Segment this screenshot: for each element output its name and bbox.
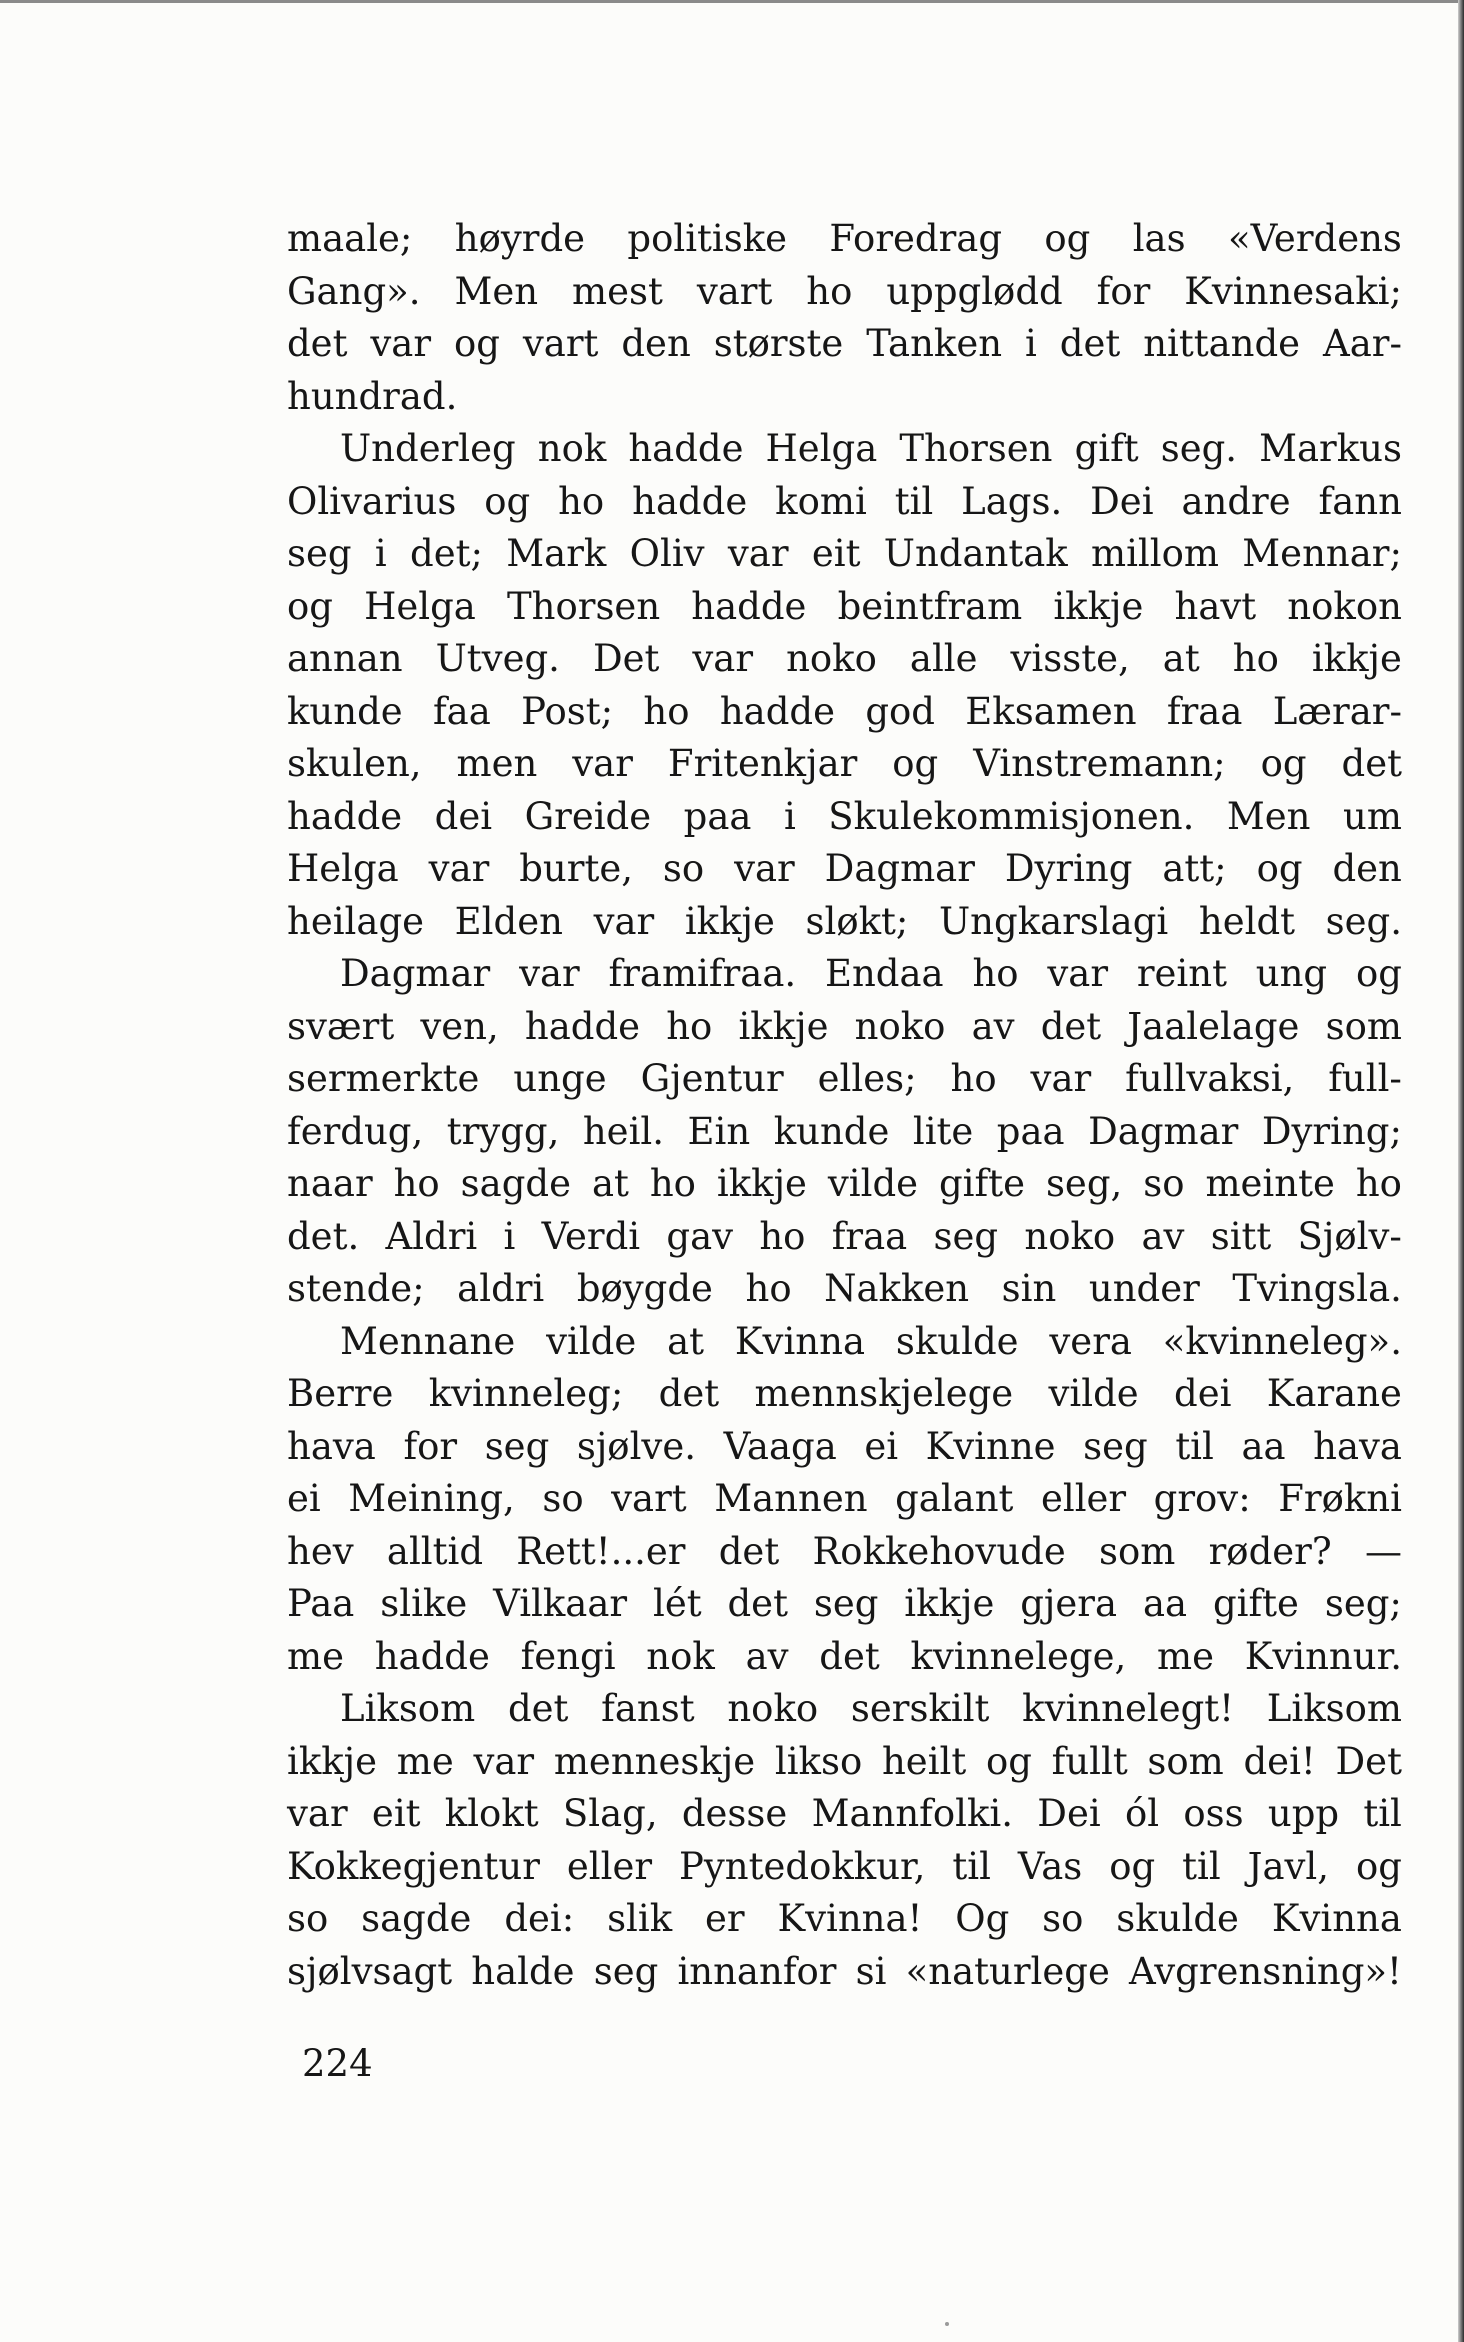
page-number: 224 bbox=[302, 2042, 373, 2085]
text-line: hundrad. bbox=[287, 374, 458, 418]
text-line: og Helga Thorsen hadde beintfram ikkje havt nokon bbox=[287, 584, 1402, 628]
text-line: naar ho sagde at ho ikkje vilde gifte seg, so meinte ho bbox=[287, 1162, 1402, 1205]
text-line: det. Aldri i Verdi gav ho fraa seg noko av sitt Sjølv- bbox=[287, 1214, 1402, 1258]
text-line: heilage Elden var ikkje sløkt; Ungkarslagi heldt seg. bbox=[287, 899, 1402, 943]
text-line: Mennane vilde at Kvinna skulde vera «kvinneleg». bbox=[340, 1319, 1402, 1363]
text-line: Underleg nok hadde Helga Thorsen gift seg. Markus bbox=[340, 427, 1402, 470]
page-right-edge bbox=[1458, 0, 1464, 2342]
text-line: ei Meining, so vart Mannen galant eller grov: Frøkni bbox=[287, 1477, 1402, 1520]
text-line: seg i det; Mark Oliv var eit Undantak millom Mennar; bbox=[287, 532, 1402, 575]
paper-speck bbox=[945, 2322, 949, 2326]
text-line: Olivarius og ho hadde komi til Lags. Dei andre fann bbox=[287, 479, 1402, 523]
text-line: annan Utveg. Det var noko alle visste, at ho ikkje bbox=[287, 637, 1402, 680]
text-line: svært ven, hadde ho ikkje noko av det Jaalelage som bbox=[287, 1004, 1402, 1048]
text-line: Kokkegjentur eller Pyntedokkur, til Vas og til Javl, og bbox=[287, 1844, 1402, 1888]
text-line: det var og vart den største Tanken i det nittande Aar- bbox=[287, 322, 1402, 365]
text-line: ikkje me var menneskje likso heilt og fullt som dei! Det bbox=[287, 1739, 1402, 1783]
text-line: stende; aldri bøygde ho Nakken sin under Tvingsla. bbox=[287, 1267, 1402, 1310]
text-line: kunde faa Post; ho hadde god Eksamen fraa Lærar- bbox=[287, 689, 1402, 733]
text-line: me hadde fengi nok av det kvinnelege, me Kvinnur. bbox=[287, 1634, 1402, 1678]
text-line: Paa slike Vilkaar lét det seg ikkje gjera aa gifte seg; bbox=[287, 1582, 1402, 1625]
text-line: so sagde dei: slik er Kvinna! Og so skulde Kvinna bbox=[287, 1897, 1402, 1940]
text-line: var eit klokt Slag, desse Mannfolki. Dei ól oss upp til bbox=[287, 1792, 1402, 1835]
text-line: hev alltid Rett!...er det Rokkehovude som røder? — bbox=[287, 1529, 1402, 1573]
page-top-edge bbox=[0, 0, 1464, 3]
text-line: sjølvsagt halde seg innanfor si «naturlege Avgrensning»! bbox=[287, 1949, 1402, 1993]
body-text bbox=[287, 213, 1402, 1998]
text-line: Gang». Men mest vart ho uppglødd for Kvinnesaki; bbox=[287, 269, 1402, 313]
text-line: Helga var burte, so var Dagmar Dyring att; og den bbox=[287, 847, 1402, 890]
text-line: hadde dei Greide paa i Skulekommisjonen. Men um bbox=[287, 794, 1402, 838]
text-line: sermerkte unge Gjentur elles; ho var fullvaksi, full- bbox=[287, 1057, 1402, 1100]
text-line: ferdug, trygg, heil. Ein kunde lite paa Dagmar Dyring; bbox=[287, 1109, 1402, 1153]
text-line: maale; høyrde politiske Foredrag og las «Verdens bbox=[287, 217, 1402, 260]
text-line: Dagmar var framifraa. Endaa ho var reint ung og bbox=[340, 952, 1402, 995]
text-line: hava for seg sjølve. Vaaga ei Kvinne seg til aa hava bbox=[287, 1424, 1402, 1468]
text-line: Liksom det fanst noko serskilt kvinnelegt! Liksom bbox=[340, 1687, 1402, 1730]
text-line: Berre kvinneleg; det mennskjelege vilde dei Karane bbox=[287, 1372, 1402, 1415]
text-line: skulen, men var Fritenkjar og Vinstremann; og det bbox=[287, 742, 1402, 785]
